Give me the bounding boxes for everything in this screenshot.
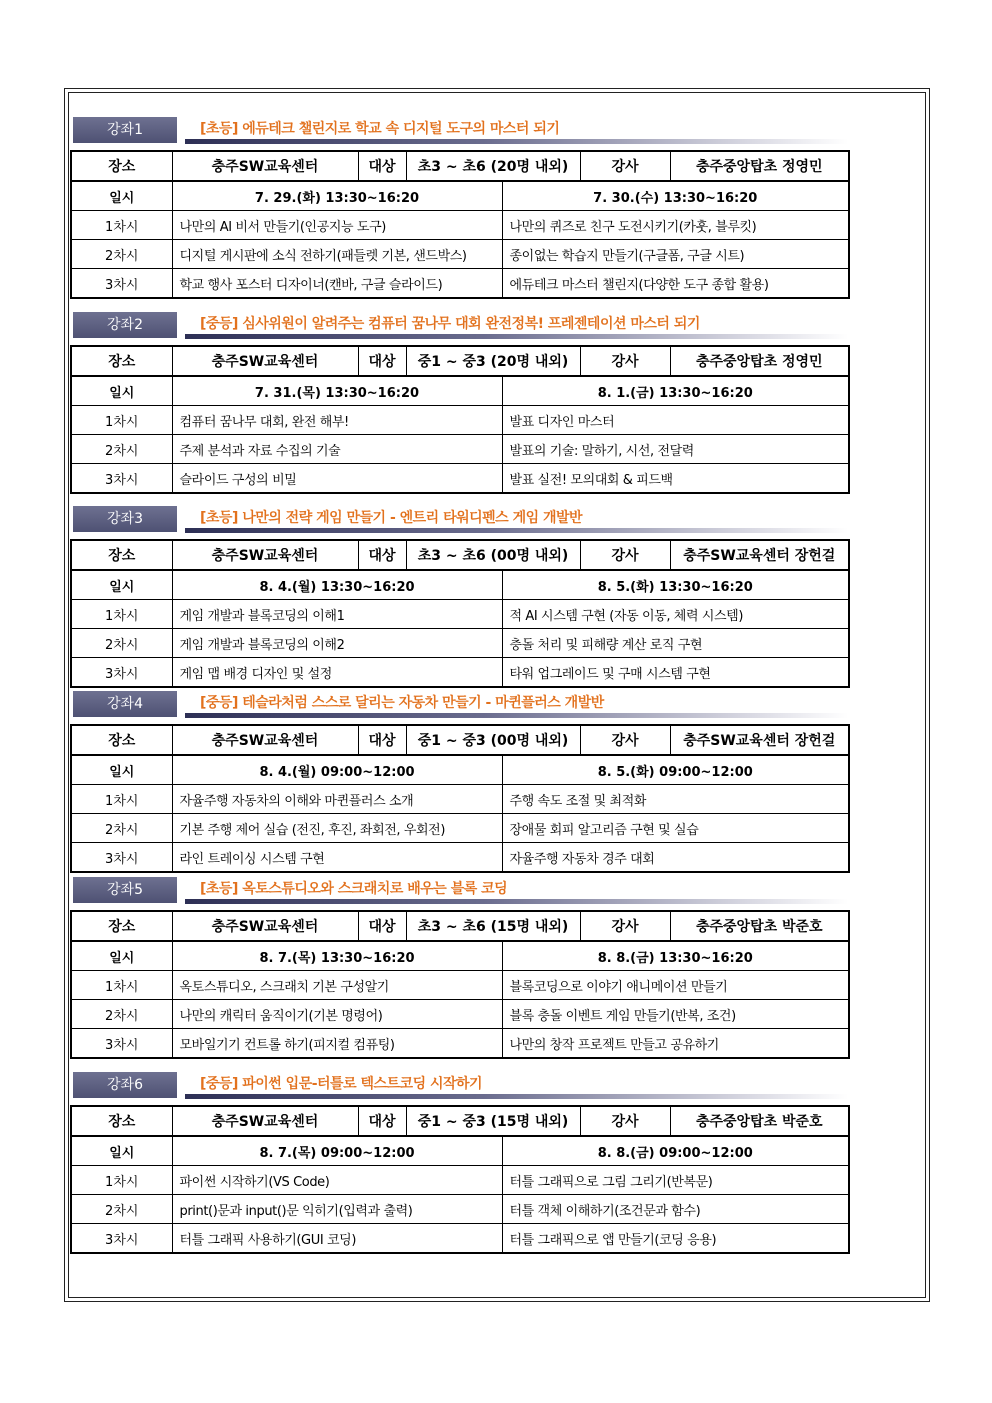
instructor-value: 충주중앙탑초 박준호 (670, 911, 849, 941)
course-block-3 (70, 506, 848, 682)
course-header (70, 506, 848, 532)
session-day2: 발표의 기술: 말하기, 시선, 전달력 (502, 435, 849, 464)
session-day2: 에듀테크 마스터 챌린지(다양한 도구 종합 활용) (502, 269, 849, 299)
course-title: [초등] 나만의 전략 게임 만들기 - 엔트리 타워디펜스 게임 개발반 (200, 510, 583, 526)
course-title: [초등] 옥토스튜디오와 스크래치로 배우는 블록 코딩 (200, 881, 508, 897)
session-row (71, 269, 849, 299)
target-value: 초3 ~ 초6 (15명 내외) (406, 911, 580, 941)
title-underline (185, 528, 848, 533)
session-number: 3차시 (71, 843, 172, 873)
session-number: 3차시 (71, 658, 172, 688)
session-day1: 파이썬 시작하기(VS Code) (172, 1166, 502, 1195)
session-day2: 나만의 창작 프로젝트 만들고 공유하기 (502, 1029, 849, 1059)
date-day2: 7. 30.(수) 13:30~16:20 (502, 181, 849, 211)
date-day2: 8. 5.(화) 13:30~16:20 (502, 570, 849, 600)
course-table (70, 345, 850, 494)
date-day2: 8. 1.(금) 13:30~16:20 (502, 376, 849, 406)
session-row (71, 1166, 849, 1195)
session-row (71, 600, 849, 629)
course-table (70, 539, 850, 688)
session-day2: 발표 실전! 모의대회 & 피드백 (502, 464, 849, 494)
course-badge: 강좌1 (73, 117, 177, 143)
course-title: [중등] 파이썬 입문-터틀로 텍스트코딩 시작하기 (200, 1076, 483, 1092)
course-block-5 (70, 877, 848, 1053)
session-day1: 나만의 캐릭터 움직이기(기본 명령어) (172, 1000, 502, 1029)
instructor-label: 강사 (580, 151, 670, 181)
session-number: 2차시 (71, 629, 172, 658)
course-table (70, 724, 850, 873)
place-value: 충주SW교육센터 (172, 346, 358, 376)
course-title: [중등] 심사위원이 알려주는 컴퓨터 꿈나무 대회 완전정복! 프레젠테이션 마스터 되기 (200, 316, 700, 332)
session-day2: 블록 충돌 이벤트 게임 만들기(반복, 조건) (502, 1000, 849, 1029)
session-day1: 컴퓨터 꿈나무 대회, 완전 해부! (172, 406, 502, 435)
date-row (71, 376, 849, 406)
instructor-value: 충주SW교육센터 장헌걸 (670, 725, 849, 755)
title-underline (185, 334, 848, 339)
session-day1: 게임 개발과 블록코딩의 이해1 (172, 600, 502, 629)
date-row (71, 941, 849, 971)
info-row (71, 346, 849, 376)
session-number: 3차시 (71, 269, 172, 299)
target-value: 초3 ~ 초6 (00명 내외) (406, 540, 580, 570)
session-day1: print()문과 input()문 익히기(입력과 출력) (172, 1195, 502, 1224)
session-day2: 발표 디자인 마스터 (502, 406, 849, 435)
session-day2: 타워 업그레이드 및 구매 시스템 구현 (502, 658, 849, 688)
session-row (71, 814, 849, 843)
datetime-label: 일시 (71, 376, 172, 406)
session-day2: 터틀 객체 이해하기(조건문과 함수) (502, 1195, 849, 1224)
session-number: 2차시 (71, 814, 172, 843)
date-row (71, 570, 849, 600)
target-value: 중1 ~ 중3 (00명 내외) (406, 725, 580, 755)
session-number: 1차시 (71, 211, 172, 240)
datetime-label: 일시 (71, 1136, 172, 1166)
course-table (70, 1105, 850, 1254)
course-badge: 강좌2 (73, 312, 177, 338)
session-day1: 자율주행 자동차의 이해와 마퀸플러스 소개 (172, 785, 502, 814)
info-row (71, 725, 849, 755)
course-table (70, 150, 850, 299)
instructor-label: 강사 (580, 540, 670, 570)
place-value: 충주SW교육센터 (172, 540, 358, 570)
session-day2: 적 AI 시스템 구현 (자동 이동, 체력 시스템) (502, 600, 849, 629)
target-value: 초3 ~ 초6 (20명 내외) (406, 151, 580, 181)
course-badge: 강좌6 (73, 1072, 177, 1098)
instructor-label: 강사 (580, 911, 670, 941)
title-underline (185, 1094, 848, 1099)
date-day2: 8. 5.(화) 09:00~12:00 (502, 755, 849, 785)
place-value: 충주SW교육센터 (172, 1106, 358, 1136)
course-block-2 (70, 312, 848, 488)
place-value: 충주SW교육센터 (172, 725, 358, 755)
target-label: 대상 (358, 540, 406, 570)
instructor-value: 충주중앙탑초 정영민 (670, 346, 849, 376)
instructor-value: 충주중앙탑초 정영민 (670, 151, 849, 181)
target-label: 대상 (358, 725, 406, 755)
instructor-label: 강사 (580, 725, 670, 755)
session-row (71, 1000, 849, 1029)
course-title: [중등] 테슬라처럼 스스로 달리는 자동차 만들기 - 마퀸플러스 개발반 (200, 695, 604, 711)
session-day1: 게임 개발과 블록코딩의 이해2 (172, 629, 502, 658)
session-day2: 자율주행 자동차 경주 대회 (502, 843, 849, 873)
session-day2: 나만의 퀴즈로 친구 도전시키기(카훗, 블루킷) (502, 211, 849, 240)
session-row (71, 1029, 849, 1059)
session-number: 3차시 (71, 464, 172, 494)
session-number: 2차시 (71, 435, 172, 464)
course-header (70, 877, 848, 903)
date-row (71, 181, 849, 211)
session-day1: 주제 분석과 자료 수집의 기술 (172, 435, 502, 464)
session-day1: 라인 트레이싱 시스템 구현 (172, 843, 502, 873)
place-label: 장소 (71, 151, 172, 181)
course-header (70, 312, 848, 338)
datetime-label: 일시 (71, 181, 172, 211)
title-underline (185, 139, 848, 144)
session-number: 2차시 (71, 240, 172, 269)
course-badge: 강좌5 (73, 877, 177, 903)
title-underline (185, 899, 848, 904)
course-block-4 (70, 691, 848, 867)
course-badge: 강좌3 (73, 506, 177, 532)
session-number: 1차시 (71, 971, 172, 1000)
instructor-label: 강사 (580, 346, 670, 376)
target-label: 대상 (358, 151, 406, 181)
session-day2: 장애물 회피 알고리즘 구현 및 실습 (502, 814, 849, 843)
session-day1: 기본 주행 제어 실습 (전진, 후진, 좌회전, 우회전) (172, 814, 502, 843)
date-day1: 8. 7.(목) 09:00~12:00 (172, 1136, 502, 1166)
session-number: 1차시 (71, 600, 172, 629)
session-day1: 나만의 AI 비서 만들기(인공지능 도구) (172, 211, 502, 240)
info-row (71, 540, 849, 570)
info-row (71, 1106, 849, 1136)
session-row (71, 843, 849, 873)
session-day1: 디지털 게시판에 소식 전하기(패들렛 기본, 샌드박스) (172, 240, 502, 269)
course-title: [초등] 에듀테크 챌린지로 학교 속 디지털 도구의 마스터 되기 (200, 121, 560, 137)
session-row (71, 1195, 849, 1224)
date-day1: 7. 31.(목) 13:30~16:20 (172, 376, 502, 406)
date-day2: 8. 8.(금) 13:30~16:20 (502, 941, 849, 971)
datetime-label: 일시 (71, 941, 172, 971)
session-row (71, 464, 849, 494)
instructor-value: 충주SW교육센터 장헌걸 (670, 540, 849, 570)
datetime-label: 일시 (71, 755, 172, 785)
session-day1: 슬라이드 구성의 비밀 (172, 464, 502, 494)
datetime-label: 일시 (71, 570, 172, 600)
session-day1: 게임 맵 배경 디자인 및 설정 (172, 658, 502, 688)
course-block-6 (70, 1072, 848, 1248)
date-row (71, 1136, 849, 1166)
date-day2: 8. 8.(금) 09:00~12:00 (502, 1136, 849, 1166)
session-day2: 터틀 그래픽으로 앱 만들기(코딩 응용) (502, 1224, 849, 1254)
course-badge: 강좌4 (73, 691, 177, 717)
info-row (71, 151, 849, 181)
session-number: 3차시 (71, 1224, 172, 1254)
session-row (71, 211, 849, 240)
place-label: 장소 (71, 346, 172, 376)
session-day2: 주행 속도 조절 및 최적화 (502, 785, 849, 814)
session-row (71, 435, 849, 464)
session-day2: 종이없는 학습지 만들기(구글폼, 구글 시트) (502, 240, 849, 269)
session-day1: 학교 행사 포스터 디자이너(캔바, 구글 슬라이드) (172, 269, 502, 299)
title-underline (185, 713, 848, 718)
target-value: 중1 ~ 중3 (15명 내외) (406, 1106, 580, 1136)
session-row (71, 1224, 849, 1254)
course-header (70, 1072, 848, 1098)
date-row (71, 755, 849, 785)
session-number: 2차시 (71, 1000, 172, 1029)
session-row (71, 658, 849, 688)
course-header (70, 117, 848, 143)
session-number: 3차시 (71, 1029, 172, 1059)
course-header (70, 691, 848, 717)
place-label: 장소 (71, 725, 172, 755)
session-day2: 블록코딩으로 이야기 애니메이션 만들기 (502, 971, 849, 1000)
place-label: 장소 (71, 1106, 172, 1136)
session-row (71, 240, 849, 269)
session-day2: 터틀 그래픽으로 그림 그리기(반복문) (502, 1166, 849, 1195)
date-day1: 8. 4.(월) 13:30~16:20 (172, 570, 502, 600)
target-label: 대상 (358, 1106, 406, 1136)
session-number: 2차시 (71, 1195, 172, 1224)
session-day1: 옥토스튜디오, 스크래치 기본 구성알기 (172, 971, 502, 1000)
session-row (71, 629, 849, 658)
session-day1: 터틀 그래픽 사용하기(GUI 코딩) (172, 1224, 502, 1254)
session-number: 1차시 (71, 785, 172, 814)
session-row (71, 785, 849, 814)
session-row (71, 406, 849, 435)
place-label: 장소 (71, 540, 172, 570)
date-day1: 8. 7.(목) 13:30~16:20 (172, 941, 502, 971)
target-label: 대상 (358, 911, 406, 941)
place-value: 충주SW교육센터 (172, 151, 358, 181)
info-row (71, 911, 849, 941)
date-day1: 8. 4.(월) 09:00~12:00 (172, 755, 502, 785)
session-day2: 충돌 처리 및 피해량 계산 로직 구현 (502, 629, 849, 658)
course-table (70, 910, 850, 1059)
session-number: 1차시 (71, 406, 172, 435)
session-number: 1차시 (71, 1166, 172, 1195)
place-label: 장소 (71, 911, 172, 941)
target-label: 대상 (358, 346, 406, 376)
session-row (71, 971, 849, 1000)
date-day1: 7. 29.(화) 13:30~16:20 (172, 181, 502, 211)
place-value: 충주SW교육센터 (172, 911, 358, 941)
session-day1: 모바일기기 컨트롤 하기(피지컬 컴퓨팅) (172, 1029, 502, 1059)
instructor-label: 강사 (580, 1106, 670, 1136)
target-value: 중1 ~ 중3 (20명 내외) (406, 346, 580, 376)
course-block-1 (70, 117, 848, 293)
instructor-value: 충주중앙탑초 박준호 (670, 1106, 849, 1136)
